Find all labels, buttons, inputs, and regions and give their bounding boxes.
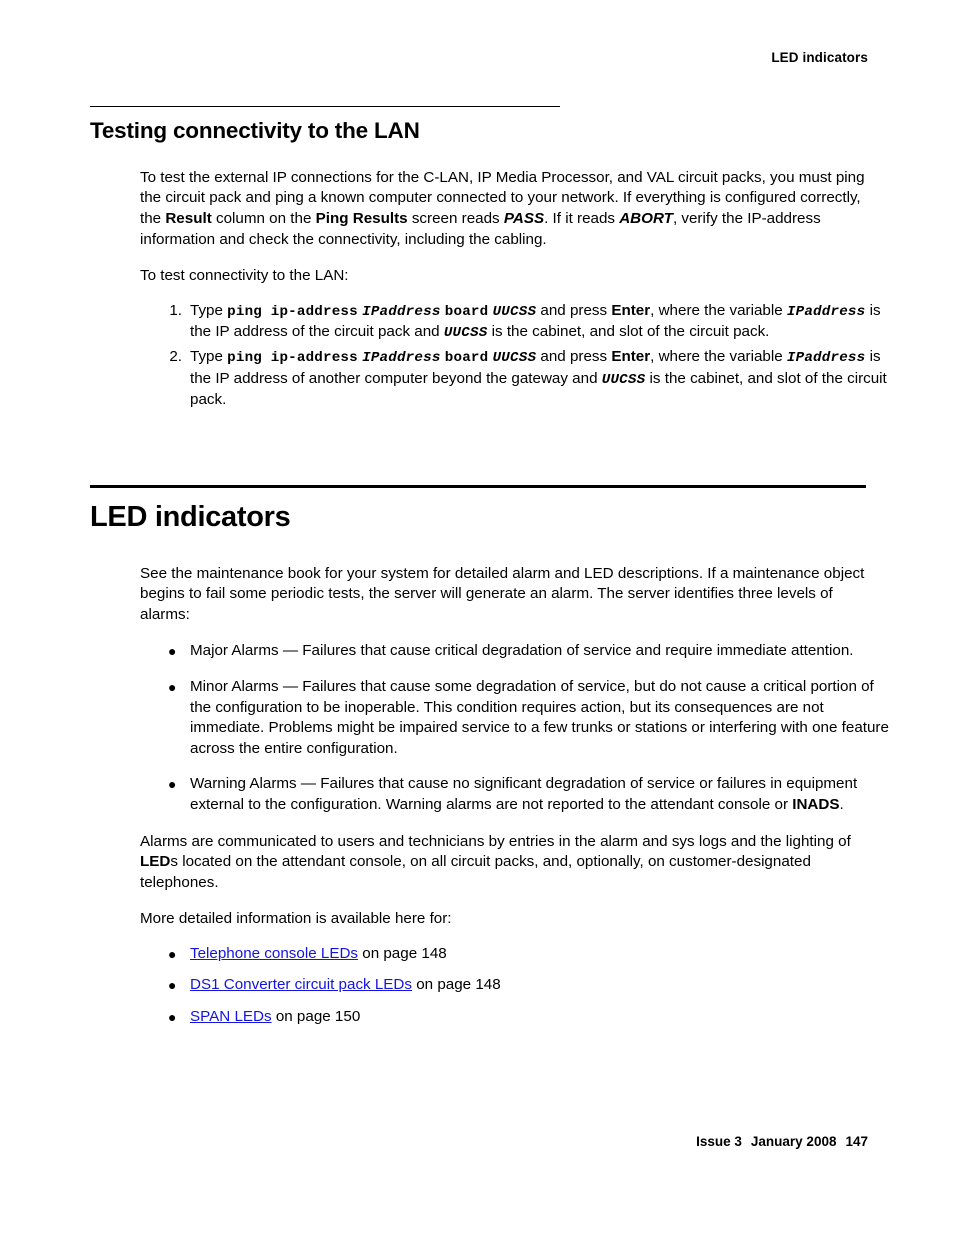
chapter-intro-paragraph: See the maintenance book for your system for detailed alarm and LED descriptions. If a maintenance object begins to fail some periodic tests, the server will generate an alarm. The server identifies three levels of alarms: (140, 564, 865, 623)
bullet-icon: ● (168, 945, 177, 962)
step-text-d: is the IP address of the circuit pack and (190, 301, 881, 341)
enter-key-label: Enter (611, 301, 651, 319)
link-suffix: on page 150 (271, 1008, 361, 1026)
variable-uucss-ref: UUCSS (601, 371, 646, 388)
list-item (162, 1007, 890, 1028)
intro-text-c: screen reads (407, 209, 504, 227)
chapter-spacer (90, 427, 868, 485)
intro-text-a: To test the external IP connections for the C-LAN, IP Media Processor, and VAL circuit packs, you must ping the circuit pack and ping a known computer connected to your network. If everything is configured correctly, the (140, 168, 865, 227)
variable-ipaddress-ref: IPaddress (786, 349, 866, 366)
command-ping-ip-address: ping ip-address (227, 349, 358, 366)
result-label: Result (165, 209, 212, 227)
links-wrapper (162, 944, 868, 1028)
step-text-a: Type (190, 301, 228, 319)
more-info-paragraph: More detailed information is available here for: (140, 910, 452, 928)
command-board: board (444, 303, 489, 320)
bullet-icon: ● (168, 678, 177, 695)
intro-text-d: . If it reads (544, 209, 620, 227)
pass-value: PASS (503, 209, 545, 227)
communication-paragraph (140, 832, 868, 894)
comm-text-b: s located on the attendant console, on all circuit packs, and, optionally, on customer-designated telephones. (140, 853, 811, 891)
warning-alarms-text-b: . (839, 795, 844, 813)
alarm-bullets-wrapper (162, 641, 889, 815)
step-text-e: is the cabinet, and slot of the circuit pack. (487, 323, 770, 341)
running-header: LED indicators (771, 50, 868, 65)
page-content (90, 106, 889, 1044)
step-text-c: , where the variable (650, 347, 787, 365)
step-text-b: and press (536, 347, 612, 365)
list-item (162, 677, 890, 759)
section-title: Testing connectivity to the LAN (90, 118, 420, 143)
step-number: 1. (169, 301, 182, 319)
list-item (162, 774, 890, 815)
enter-key-label: Enter (611, 347, 651, 365)
list-item (162, 975, 890, 996)
lead-in-paragraph: To test connectivity to the LAN: (140, 267, 349, 285)
inads-label: INADS (792, 795, 840, 813)
bullet-icon: ● (168, 776, 177, 793)
step-text-e: is the cabinet, and slot of the circuit pack. (190, 369, 887, 409)
command-ping-ip-address: ping ip-address (227, 303, 358, 320)
link-span-leds[interactable]: SPAN LEDs (190, 1008, 272, 1026)
list-item (162, 641, 890, 662)
step-text-b: and press (536, 301, 612, 319)
footer-date: January 2008 (750, 1134, 837, 1149)
list-item (162, 301, 890, 344)
section-rule (90, 106, 560, 107)
link-suffix: on page 148 (358, 944, 447, 962)
step-text-a: Type (190, 347, 228, 365)
variable-ipaddress-ref: IPaddress (786, 303, 866, 320)
major-alarms-text: Major Alarms — Failures that cause critical degradation of service and require immediate attention. (190, 642, 854, 660)
footer-page-number: 147 (845, 1134, 868, 1149)
intro-text-e: , verify the IP-address information and check the connectivity, including the cabling. (140, 209, 821, 248)
chapter-body (140, 564, 868, 626)
link-telephone-console-leds[interactable]: Telephone console LEDs (190, 944, 359, 962)
bullet-icon: ● (168, 643, 177, 660)
steps-list (162, 301, 887, 411)
bullet-icon: ● (168, 977, 177, 994)
list-item (162, 347, 890, 411)
chapter-body-2 (140, 832, 868, 930)
bullet-icon: ● (168, 1009, 177, 1026)
step-text-d: is the IP address of another computer beyond the gateway and (190, 347, 881, 387)
page-footer (90, 1134, 868, 1149)
step-number: 2. (169, 347, 182, 365)
chapter-title: LED indicators (90, 500, 291, 533)
comm-text-a: Alarms are communicated to users and technicians by entries in the alarm and sys logs and the lighting of (140, 832, 851, 850)
intro-text-b: column on the (211, 209, 316, 227)
list-item (162, 944, 890, 965)
command-board: board (444, 349, 489, 366)
step-text-c: , where the variable (650, 301, 787, 319)
variable-uucss-ref: UUCSS (443, 325, 488, 342)
alarm-bullets-list (162, 641, 889, 815)
variable-uucss: UUCSS (492, 303, 537, 320)
footer-issue: Issue 3 (696, 1134, 742, 1149)
warning-alarms-text-a: Warning Alarms — Failures that cause no significant degradation of service or failures in equipment external to the configuration. Warning alarms are not reported to the attendant console or (190, 775, 858, 813)
minor-alarms-text: Minor Alarms — Failures that cause some degradation of service, but do not cause a critical portion of the configuration to be inoperable. This condition requires action, but its consequences are not immediate. Problems might be impaired service to a few trunks or stations or interfering with one feature across the entire configuration. (190, 677, 889, 757)
section-body (140, 168, 868, 287)
steps-wrapper (162, 301, 887, 411)
ping-results-label: Ping Results (315, 209, 408, 227)
link-ds1-converter-circuit-pack-leds[interactable]: DS1 Converter circuit pack LEDs (190, 976, 412, 994)
abort-value: ABORT (619, 209, 673, 227)
intro-paragraph (140, 168, 868, 250)
chapter-rule (90, 485, 866, 488)
cross-reference-list (162, 944, 868, 1028)
variable-ipaddress: IPaddress (362, 303, 441, 320)
variable-uucss: UUCSS (492, 349, 537, 366)
link-suffix: on page 148 (411, 976, 501, 994)
variable-ipaddress: IPaddress (362, 349, 441, 366)
led-label: LED (140, 853, 171, 871)
